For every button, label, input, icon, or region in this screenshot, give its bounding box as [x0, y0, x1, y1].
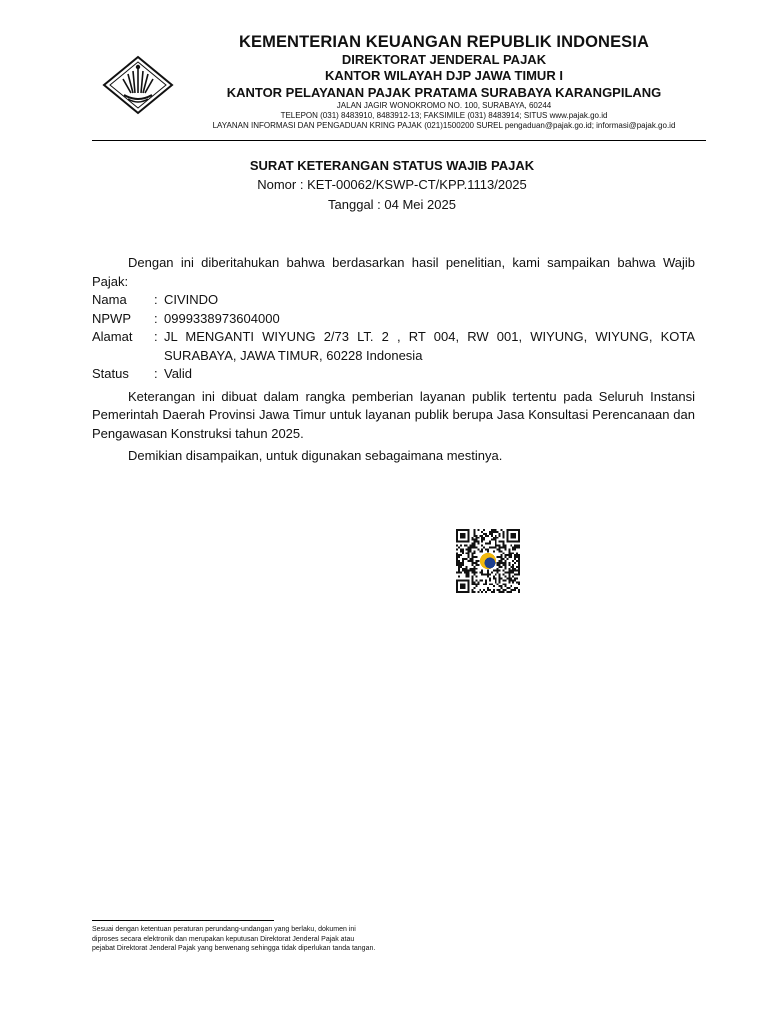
footnote-line-2: diproses secara elektronik dan merupakan keputusan Direktorat Jenderal Pajak atau — [92, 935, 355, 943]
document-heading — [92, 157, 692, 215]
office-address: JALAN JAGIR WONOKROMO NO. 100, SURABAYA, 60244 — [336, 101, 552, 110]
name-separator: : — [154, 292, 158, 307]
intro-paragraph: Dengan ini diberitahukan bahwa berdasarkan hasil penelitian, kami sampaikan bahwa Wajib Pajak: — [92, 255, 695, 289]
document-body — [92, 254, 695, 466]
document-title: SURAT KETERANGAN STATUS WAJIB PAJAK — [249, 158, 535, 173]
address-value: JL MENGANTI WIYUNG 2/73 LT. 2 , RT 004, RW 001, WIYUNG, WIYUNG, KOTA SURABAYA, JAWA TIMUR, 60228 Indonesia — [164, 329, 695, 363]
status-value: Valid — [164, 366, 192, 381]
office-phone: TELEPON (031) 8483910, 8483912-13; FAKSIMILE (031) 8483914; SITUS www.pajak.go.id — [280, 111, 608, 120]
taxpayer-info — [92, 291, 695, 384]
info-row-name — [92, 291, 695, 310]
office-services: LAYANAN INFORMASI DAN PENGADUAN KRING PAJAK (021)1500200 SUREL pengaduan@pajak.go.id; informasi@pajak.go.id — [212, 121, 676, 130]
info-row-status — [92, 365, 695, 384]
address-label: Alamat — [92, 329, 133, 344]
status-separator: : — [154, 366, 158, 381]
name-value: CIVINDO — [164, 292, 219, 307]
regional-office-name: KANTOR WILAYAH DJP JAWA TIMUR I — [325, 68, 563, 83]
footnote-line-3: pejabat Direktorat Jenderal Pajak yang berwenang sehingga tidak diperlukan tanda tangan. — [92, 945, 376, 953]
npwp-value: 0999338973604000 — [164, 310, 280, 326]
status-label: Status — [92, 366, 129, 381]
qr-code-icon — [456, 529, 520, 593]
ministry-name: KEMENTERIAN KEUANGAN REPUBLIK INDONESIA — [238, 33, 649, 51]
name-label: Nama — [92, 292, 127, 307]
document-number: Nomor : KET-00062/KSWP-CT/KPP.1113/2025 — [257, 177, 527, 192]
npwp-separator: : — [154, 310, 158, 326]
footnote-divider — [92, 920, 274, 921]
info-row-address — [92, 328, 695, 365]
closing-paragraph: Demikian disampaikan, untuk digunakan sebagaimana mestinya. — [128, 448, 503, 463]
ministry-of-finance-emblem-icon — [102, 55, 174, 115]
letterhead-divider — [92, 140, 706, 141]
footnote-line-1: Sesuai dengan ketentuan peraturan perundang-undangan yang berlaku, dokumen ini — [92, 926, 356, 933]
info-row-npwp — [92, 310, 695, 329]
document-date: Tanggal : 04 Mei 2025 — [328, 197, 456, 212]
tax-office-name: KANTOR PELAYANAN PAJAK PRATAMA SURABAYA KARANGPILANG — [226, 85, 662, 100]
npwp-label: NPWP — [92, 310, 131, 326]
letterhead — [180, 32, 708, 131]
footnote — [92, 925, 422, 954]
directorate-name: DIREKTORAT JENDERAL PAJAK — [341, 52, 547, 67]
purpose-paragraph: Keterangan ini dibuat dalam rangka pemberian layanan publik tertentu pada Seluruh Instansi Pemerintah Daerah Provinsi Jawa Timur untuk layanan publik berupa Jasa Konsultasi Perencanaan dan Pengawasan Konstruksi tahun 2025. — [92, 388, 695, 441]
address-separator: : — [154, 329, 158, 344]
